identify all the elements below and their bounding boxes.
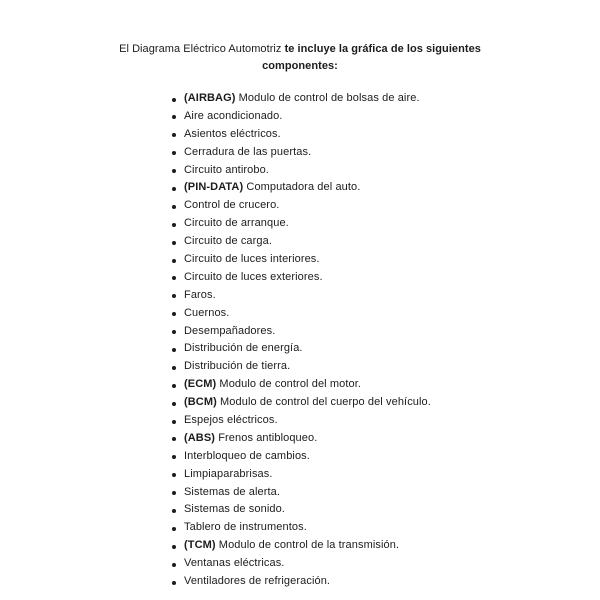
bullet-icon <box>172 527 176 531</box>
item-text: Frenos antibloqueo. <box>215 431 318 444</box>
item-text: Cerradura de las puertas. <box>184 145 312 158</box>
list-item <box>184 108 431 126</box>
list-item <box>184 555 431 573</box>
bullet-icon <box>172 473 176 477</box>
item-text: Tablero de instrumentos. <box>184 521 307 534</box>
item-text: Cuernos. <box>184 306 230 319</box>
item-text: Circuito de arranque. <box>184 217 289 230</box>
list-item <box>184 430 431 448</box>
bullet-icon <box>172 205 176 209</box>
item-text: Modulo de control de bolsas de aire. <box>235 92 420 104</box>
item-text: Circuito de luces interiores. <box>184 253 320 266</box>
bullet-icon <box>172 294 176 298</box>
bullet-icon <box>172 348 176 352</box>
bullet-icon <box>172 509 176 513</box>
list-item <box>184 501 431 519</box>
list-item <box>184 573 431 591</box>
list-item <box>184 466 431 484</box>
list-item <box>184 376 431 394</box>
bullet-icon <box>172 151 176 155</box>
bullet-icon <box>172 241 176 245</box>
bullet-icon <box>172 437 176 441</box>
list-item <box>184 448 431 466</box>
list-item <box>184 323 431 341</box>
bullet-icon <box>172 366 176 370</box>
list-item <box>184 484 431 502</box>
list-item <box>184 197 431 215</box>
intro-bold-part-2: componentes: <box>262 60 338 72</box>
item-text: Modulo de control del cuerpo del vehículo. <box>216 396 431 409</box>
bullet-icon <box>172 133 176 137</box>
bullet-icon <box>172 98 176 102</box>
item-text: Control de crucero. <box>184 199 280 212</box>
list-item <box>184 144 431 162</box>
bullet-icon <box>172 545 176 549</box>
bullet-icon <box>172 420 176 424</box>
bullet-icon <box>172 563 176 567</box>
bullet-icon <box>172 330 176 334</box>
list-item <box>184 162 431 180</box>
component-list <box>184 90 431 591</box>
item-text: Interbloqueo de cambios. <box>184 449 310 462</box>
item-code: (BCM) <box>184 396 217 409</box>
item-text: Sistemas de alerta. <box>184 485 281 498</box>
list-item <box>184 305 431 323</box>
list-item <box>184 126 431 144</box>
bullet-icon <box>172 402 176 406</box>
bullet-icon <box>172 169 176 173</box>
bullet-icon <box>172 491 176 495</box>
bullet-icon <box>172 276 176 280</box>
list-item <box>184 90 431 108</box>
item-code: (ECM) <box>184 378 217 391</box>
item-text: Distribución de tierra. <box>184 360 291 373</box>
bullet-icon <box>172 187 176 191</box>
list-item <box>184 394 431 412</box>
item-text: Espejos eléctricos. <box>184 414 278 427</box>
list-item <box>184 179 431 197</box>
item-text: Limpiaparabrisas. <box>184 467 273 480</box>
bullet-icon <box>172 259 176 263</box>
item-text: Sistemas de sonido. <box>184 503 285 516</box>
item-text: Modulo de control de la transmisión. <box>215 539 400 552</box>
bullet-icon <box>172 455 176 459</box>
item-text: Computadora del auto. <box>243 181 361 194</box>
intro-prefix: El Diagrama Eléctrico Automotriz <box>119 43 285 55</box>
item-code: (PIN-DATA) <box>184 181 244 194</box>
list-item <box>184 537 431 555</box>
item-text: Faros. <box>184 288 216 301</box>
bullet-icon <box>172 115 176 119</box>
list-item <box>184 412 431 430</box>
item-text: Ventiladores de refrigeración. <box>184 575 331 588</box>
list-item <box>184 233 431 251</box>
item-text: Modulo de control del motor. <box>216 378 362 391</box>
intro-paragraph <box>0 41 600 75</box>
list-item <box>184 215 431 233</box>
list-item <box>184 519 431 537</box>
item-text: Asientos eléctricos. <box>184 127 281 140</box>
bullet-icon <box>172 384 176 388</box>
item-text: Distribución de energía. <box>184 342 303 355</box>
item-text: Ventanas eléctricas. <box>184 557 285 570</box>
bullet-icon <box>172 312 176 316</box>
item-code: (AIRBAG) <box>184 92 236 104</box>
list-item <box>184 340 431 358</box>
intro-bold-part-1: te incluye la gráfica de los siguientes <box>284 43 481 55</box>
intro-line-1 <box>0 41 600 58</box>
item-text: Aire acondicionado. <box>184 109 283 122</box>
list-item <box>184 251 431 269</box>
item-text: Circuito de luces exteriores. <box>184 270 323 283</box>
list-item <box>184 287 431 305</box>
item-text: Circuito de carga. <box>184 235 273 248</box>
item-text: Desempañadores. <box>184 324 276 337</box>
item-code: (ABS) <box>184 431 216 444</box>
list-item <box>184 358 431 376</box>
item-code: (TCM) <box>184 539 216 552</box>
bullet-icon <box>172 223 176 227</box>
bullet-icon <box>172 581 176 585</box>
list-item <box>184 269 431 287</box>
item-text: Circuito antirobo. <box>184 163 269 176</box>
